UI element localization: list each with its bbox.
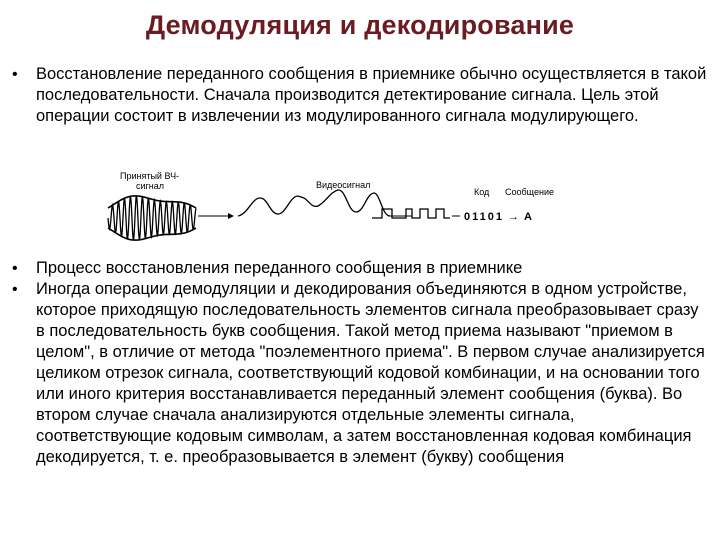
bullet-text: Восстановление переданного сообщения в приемнике обычно осуществляется в такой последовательности. Сначала производится детектирование сигнала. Цель этой операции состоит в извлечении из модулированного сигнала модулирующего. [36,65,707,125]
message-letter: А [524,211,532,223]
bullet-marker: • [12,281,18,298]
bullet-text: Процесс восстановления переданного сообщения в приемнике [36,259,523,277]
message-label: Сообщение [505,187,554,197]
bullet-marker: • [12,66,18,83]
bullet-item [10,279,710,468]
rf-envelope-top [108,196,196,208]
arrow-head-rf [228,213,234,219]
slide-title: Демодуляция и декодирование [145,10,575,40]
rf-label-line2: сигнал [136,181,165,191]
code-arrow: → [508,211,519,223]
code-label: Код [474,187,490,197]
code-bits: 01101 [464,211,504,223]
bullet-item [10,258,710,279]
demodulation-diagram [90,168,590,250]
bullet-marker: • [12,260,18,277]
bullet-list-bottom [10,258,710,468]
bullet-item [10,64,710,127]
bullet-list-top [10,64,710,127]
diagram-svg [90,168,590,250]
bullet-text: Иногда операции демодуляции и декодирования объединяются в одном устройстве, которое приходящую последовательность элементов сигнала преобразовывает сразу в последовательность букв сообщения. Такой метод приема называют "приемом в целом", в отличие от метода "поэлементного приема". В первом случае анализируется целиком отрезок сигнала, соответствующий кодовой комбинации, и на основании того или иного критерия восстанавливается переданный элемент сообщения (буква). Во втором случае сначала анализируются отдельные элементы сигнала, соответствующие кодовым символам, а затем восстановленная кодовая комбинация декодируется, т. е. преобразовывается в элемент (букву) сообщения [36,280,705,466]
video-label: Видеосигнал [316,180,371,190]
rf-label-line1: Принятый ВЧ- [120,171,180,181]
video-signal-waveform [238,190,390,216]
